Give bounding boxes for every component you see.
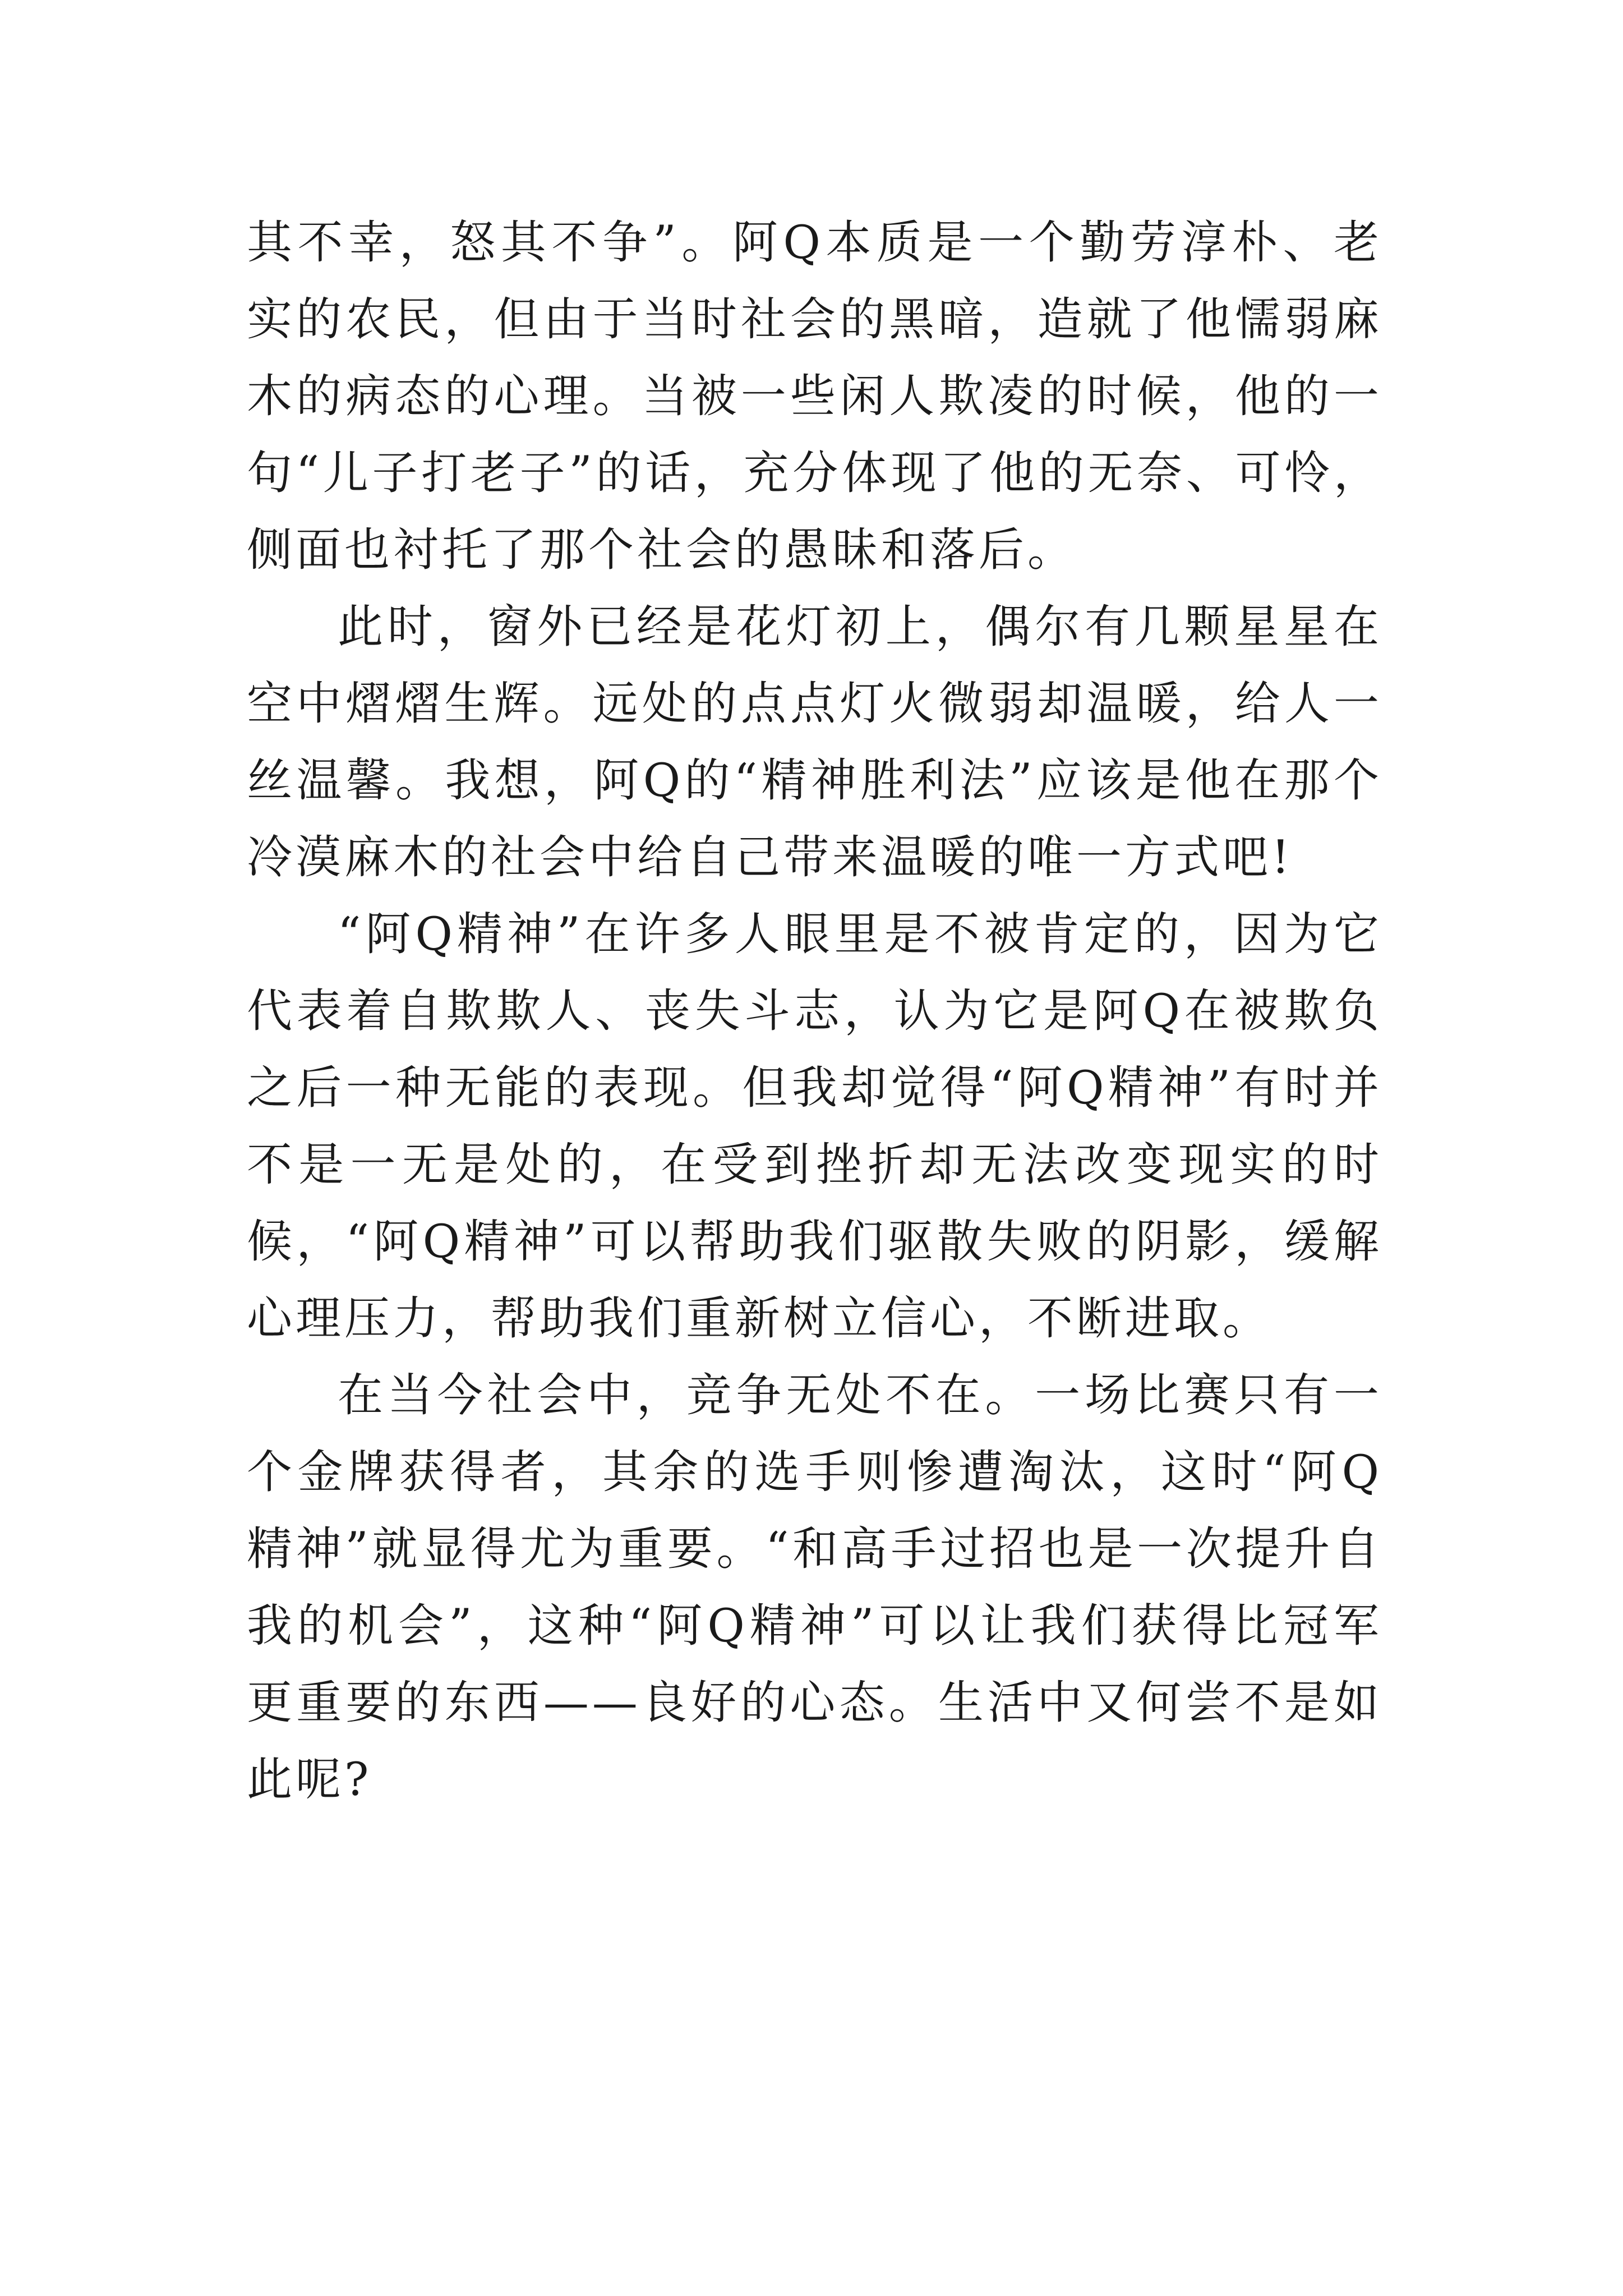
paragraph-continuation: 其不幸，怒其不争”。阿Q本质是一个勤劳淳朴、老实的农民，但由于当时社会的黑暗，造就了他懦弱麻木的病态的心理。当被一些闲人欺凌的时候，他的一句“儿子打老子”的话，充分体现了他的无奈、可怜，侧面也衬托了那个社会的愚昧和落后。 <box>247 217 1382 577</box>
paragraph-night-scene: 此时，窗外已经是花灯初上，偶尔有几颗星星在空中熠熠生辉。远处的点点灯火微弱却温暖，给人一丝温馨。我想，阿Q的“精神胜利法”应该是他在那个冷漠麻木的社会中给自己带来温暖的唯一方式吧! <box>247 601 1382 884</box>
paragraph-competition: 在当今社会中，竞争无处不在。一场比赛只有一个金牌获得者，其余的选手则惨遭淘汰，这时“阿Q精神”就显得尤为重要。“和高手过招也是一次提升自我的机会”，这种“阿Q精神”可以让我们获得比冠军更重要的东西——良好的心态。生活中又何尝不是如此呢? <box>247 1369 1382 1806</box>
essay-body <box>247 205 1382 1819</box>
paragraph-aq-spirit: “阿Q精神”在许多人眼里是不被肯定的，因为它代表着自欺欺人、丧失斗志，认为它是阿Q在被欺负之后一种无能的表现。但我却觉得“阿Q精神”有时并不是一无是处的，在受到挫折却无法改变现实的时候，“阿Q精神”可以帮助我们驱散失败的阴影，缓解心理压力，帮助我们重新树立信心，不断进取。 <box>247 908 1382 1345</box>
